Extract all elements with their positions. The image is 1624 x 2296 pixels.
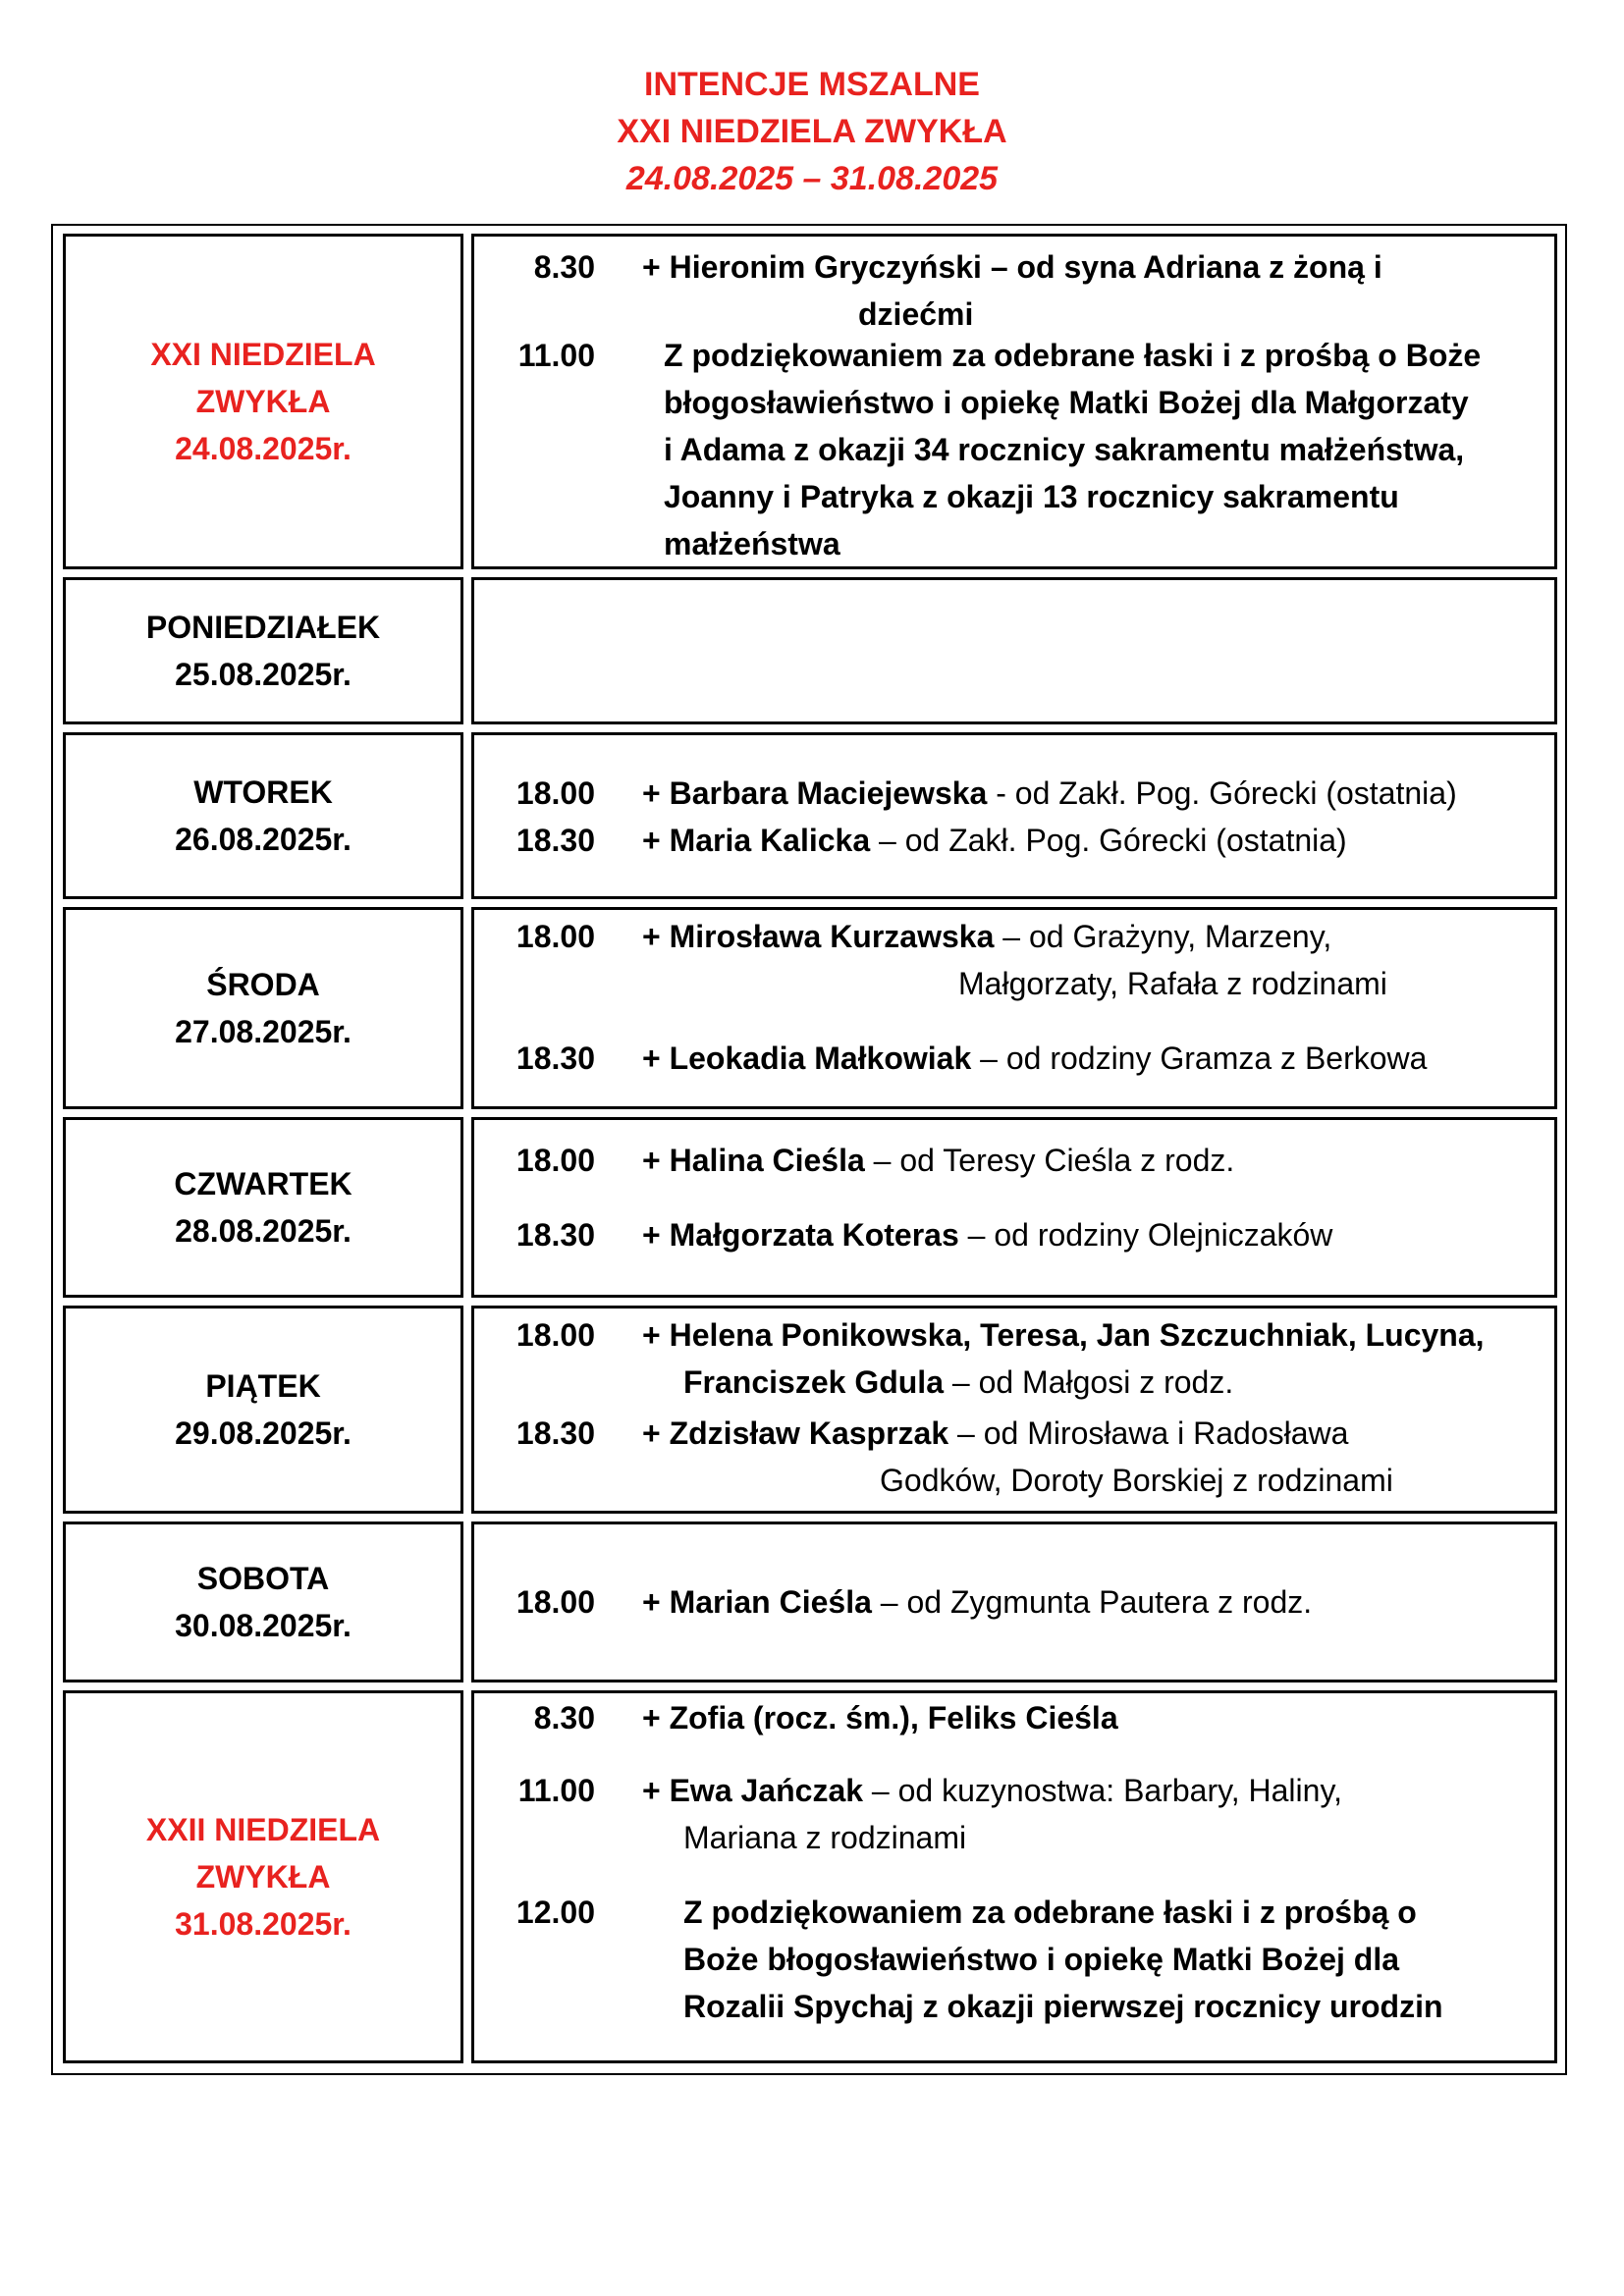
intention-line bbox=[642, 1694, 1118, 1741]
mass-time: 18.30 bbox=[515, 1415, 595, 1451]
day-name: WTOREK bbox=[193, 774, 333, 810]
intention-name: Franciszek Gdula bbox=[683, 1364, 944, 1400]
mass-time: 8.30 bbox=[533, 249, 595, 285]
intention-name: + Maria Kalicka bbox=[642, 823, 871, 858]
intention-name: Joanny i Patryka z okazji 13 rocznicy sakramentu bbox=[664, 479, 1399, 514]
intention-details: – od rodziny Gramza z Berkowa bbox=[971, 1041, 1428, 1076]
intention-name: + Halina Cieśla bbox=[642, 1143, 865, 1178]
intention-line bbox=[958, 960, 1387, 1007]
mass-time: 18.00 bbox=[515, 919, 595, 954]
day-name: ŚRODA bbox=[206, 967, 320, 1002]
intention-line bbox=[664, 332, 1481, 379]
intentions-cell bbox=[471, 577, 1557, 724]
intention-details: - od Zakł. Pog. Górecki (ostatnia) bbox=[987, 775, 1457, 811]
mass-time: 12.00 bbox=[515, 1895, 595, 1930]
mass-time: 18.00 bbox=[515, 775, 595, 811]
day-cell bbox=[63, 234, 463, 569]
mass-time: 8.30 bbox=[533, 1700, 595, 1735]
day-cell bbox=[63, 732, 463, 899]
day-cell bbox=[63, 1117, 463, 1298]
intention-name: + Mirosława Kurzawska bbox=[642, 919, 995, 954]
intention-line bbox=[642, 913, 1331, 960]
intention-line bbox=[683, 1359, 1233, 1406]
day-date: 29.08.2025r. bbox=[175, 1415, 352, 1451]
intention-name: Boże błogosławieństwo i opiekę Matki Bożej dla bbox=[683, 1942, 1400, 1977]
mass-time: 18.00 bbox=[515, 1584, 595, 1620]
intention-details: Małgorzaty, Rafała z rodzinami bbox=[958, 966, 1387, 1001]
intention-line bbox=[642, 770, 1457, 817]
day-date: 24.08.2025r. bbox=[175, 431, 352, 466]
intention-line bbox=[880, 1457, 1393, 1504]
header-title: INTENCJE MSZALNE bbox=[644, 66, 980, 103]
intention-name: Z podziękowaniem za odebrane łaski i z prośbą o bbox=[683, 1895, 1417, 1930]
intention-details: – od Zakł. Pog. Górecki (ostatnia) bbox=[870, 823, 1347, 858]
day-date: 26.08.2025r. bbox=[175, 822, 352, 857]
intention-name: + Barbara Maciejewska bbox=[642, 775, 988, 811]
mass-time: 18.00 bbox=[515, 1317, 595, 1353]
intention-name: Z podziękowaniem za odebrane łaski i z prośbą o Boże bbox=[664, 338, 1482, 373]
mass-time: 11.00 bbox=[517, 338, 595, 373]
intention-name: + Ewa Jańczak bbox=[642, 1773, 864, 1808]
page-header bbox=[0, 61, 1624, 202]
header-subtitle: XXI NIEDZIELA ZWYKŁA bbox=[617, 113, 1007, 150]
intention-line bbox=[642, 1211, 1332, 1258]
intention-line bbox=[683, 1936, 1399, 1983]
day-date: 31.08.2025r. bbox=[175, 1906, 352, 1942]
header-dates: 24.08.2025 – 31.08.2025 bbox=[625, 160, 999, 197]
intention-line bbox=[664, 520, 840, 567]
day-cell bbox=[63, 1690, 463, 2063]
intention-name: + Małgorzata Koteras bbox=[642, 1217, 959, 1253]
day-name: CZWARTEK bbox=[174, 1166, 352, 1201]
day-name: ZWYKŁA bbox=[195, 1859, 331, 1895]
intention-line bbox=[642, 1578, 1312, 1626]
intention-name: + Hieronim Gryczyński – od syna Adriana z żoną i bbox=[642, 249, 1382, 285]
intention-name: i Adama z okazji 34 rocznicy sakramentu małżeństwa, bbox=[664, 432, 1465, 467]
day-name: XXII NIEDZIELA bbox=[145, 1812, 381, 1847]
intention-line bbox=[642, 1410, 1348, 1457]
intention-name: + Zofia (rocz. śm.), Feliks Cieśla bbox=[642, 1700, 1118, 1735]
day-date: 30.08.2025r. bbox=[175, 1608, 352, 1643]
intention-details: – od kuzynostwa: Barbary, Haliny, bbox=[863, 1773, 1342, 1808]
intention-details: Godków, Doroty Borskiej z rodzinami bbox=[880, 1463, 1393, 1498]
intention-line bbox=[642, 817, 1347, 864]
intention-line bbox=[664, 426, 1464, 473]
intention-name: + Zdzisław Kasprzak bbox=[642, 1415, 949, 1451]
mass-time: 18.30 bbox=[515, 1041, 595, 1076]
intention-line bbox=[642, 243, 1382, 291]
intention-name: + Leokadia Małkowiak bbox=[642, 1041, 972, 1076]
day-name: PIĄTEK bbox=[205, 1368, 321, 1404]
day-cell bbox=[63, 577, 463, 724]
mass-time: 18.30 bbox=[515, 823, 595, 858]
intention-name: małżeństwa bbox=[664, 526, 840, 561]
intention-details: – od Zygmunta Pautera z rodz. bbox=[871, 1584, 1313, 1620]
mass-time: 18.30 bbox=[515, 1217, 595, 1253]
intention-line bbox=[642, 1767, 1342, 1814]
intention-line bbox=[858, 291, 973, 338]
intention-line bbox=[642, 1035, 1427, 1082]
day-name: PONIEDZIAŁEK bbox=[145, 610, 381, 645]
intention-line bbox=[642, 1137, 1234, 1184]
intention-line bbox=[664, 379, 1469, 426]
intention-line bbox=[683, 1814, 966, 1861]
intention-name: + Helena Ponikowska, Teresa, Jan Szczuchniak, Lucyna, bbox=[642, 1317, 1485, 1353]
intention-details: – od Małgosi z rodz. bbox=[943, 1364, 1234, 1400]
intention-name: błogosławieństwo i opiekę Matki Bożej dla Małgorzaty bbox=[664, 385, 1469, 420]
day-cell bbox=[63, 907, 463, 1109]
day-cell bbox=[63, 1306, 463, 1514]
intention-line bbox=[664, 473, 1399, 520]
mass-time: 11.00 bbox=[517, 1773, 595, 1808]
intention-details: – od Teresy Cieśla z rodz. bbox=[864, 1143, 1235, 1178]
intention-name: dziećmi bbox=[858, 296, 974, 332]
intention-line bbox=[642, 1311, 1485, 1359]
intention-details: – od Mirosława i Radosława bbox=[948, 1415, 1349, 1451]
intention-name: Rozalii Spychaj z okazji pierwszej rocznicy urodzin bbox=[683, 1989, 1443, 2024]
day-name: ZWYKŁA bbox=[195, 384, 331, 419]
intention-details: Mariana z rodzinami bbox=[683, 1820, 967, 1855]
intention-line bbox=[683, 1983, 1443, 2030]
day-cell bbox=[63, 1522, 463, 1682]
intention-name: + Marian Cieśla bbox=[642, 1584, 872, 1620]
intention-details: – od rodziny Olejniczaków bbox=[958, 1217, 1333, 1253]
mass-time: 18.00 bbox=[515, 1143, 595, 1178]
day-date: 27.08.2025r. bbox=[175, 1014, 352, 1049]
day-date: 25.08.2025r. bbox=[175, 657, 352, 692]
day-name: SOBOTA bbox=[196, 1561, 330, 1596]
intention-line bbox=[683, 1889, 1417, 1936]
day-name: XXI NIEDZIELA bbox=[150, 337, 376, 372]
day-date: 28.08.2025r. bbox=[175, 1213, 352, 1249]
intention-details: – od Grażyny, Marzeny, bbox=[994, 919, 1332, 954]
